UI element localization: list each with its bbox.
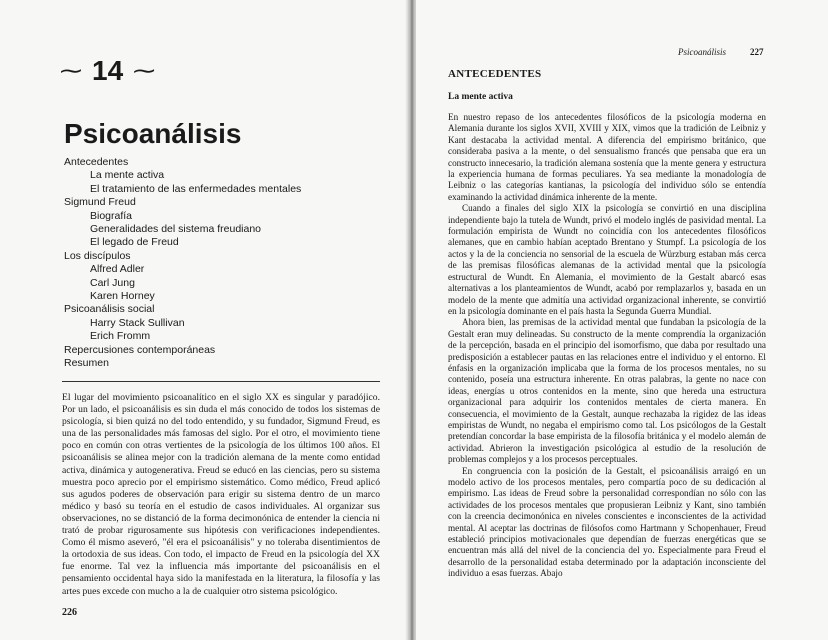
body-paragraph: Ahora bien, las premisas de la actividad mental que fundaban la psicología de la Gestalt eran muy delineadas. Su constructo de la mente comprendía la organización de la percepción, basada en el principio del isomorfismo, que daba por resultado una predisposición a establecer pautas en las relaciones entre el individuo y el entorno. El énfasis en la organización implicaba que la forma de los procesos mentales, no su contenido, poseía una estructura inherente. En otras palabras, la gente no nace con ideas, energías u otros contenidos en la mente, sino que hereda una estructura organizacional para adquirir los contenidos mentales de cierta manera. En consecuencia, el movimiento de la Gestalt, aunque rechazaba la rigidez de las ideas empiristas de Wundt, no negaba el empirismo como tal. Los psicólogos de la Gestalt pretendían concordar la base empirista de la filosofía británica y el modelo alemán de actividad. Abrieron la investigación psicológica al estudio de la resolución de problemas complejos y a los procesos perceptuales. <box>448 317 766 465</box>
body-paragraph: En congruencia con la posición de la Gestalt, el psicoanálisis arraigó en un modelo activo de los procesos mentales, pero compartía poco de su dedicación al empirismo. Las ideas de Freud sobre la personalidad correspondían no sólo con las actividades de los procesos mentales que propusieran Leibniz y Kant, sino también con la creencia decimonónica en niveles conscientes e inconscientes de la actividad mental. Al aceptar las doctrinas de filósofos como Hartmann y Schopenhauer, Freud estableció principios motivacionales que dependían de fuerzas energéticas que se encuentran más allá del nivel de la conciencia del yo. Especialmente para Freud el desarrollo de la personalidad estaba determinado por la adaptación inconsciente del individuo a esas fuerzas. Abajo <box>448 465 766 579</box>
right-page <box>416 0 828 640</box>
outline-item: Antecedentes <box>64 156 129 168</box>
body-paragraph: En nuestro repaso de los antecedentes filosóficos de la psicología moderna en Alemania durante los siglos XVII, XVIII y XIX, vimos que la tradición de Leibniz y Kant destacaba la actividad mental. A diferencia del empirismo británico, que consideraba pasiva a la mente, o del sensualismo francés que pensaba que era un constructo innecesario, la tradición alemana sostenía que la mente genera y estructura la experiencia humana de formas peculiares. Ya sea mediante la monadología de Leibniz o las categorías kantianas, la psicología del individuo sólo se entendía examinando la actividad dinámica inherente de la mente. <box>448 112 766 202</box>
outline-item: Generalidades del sistema freudiano <box>90 223 262 236</box>
outline-item: Biografía <box>90 209 133 222</box>
body-paragraph: Cuando a finales del siglo XIX la psicología se convirtió en una disciplina independiente bajo la tutela de Wundt, privó el modelo inglés de pasividad mental. La formulación empirista de Wundt no coincidía con los antecedentes filosóficos alemanes, que en cambio habían aceptado Brentano y Stumpf. La psicología de los actos y la de la conciencia no sensorial de la escuela de Würzburg estaban más cerca de las premisas filosóficas alemanas de la actividad mental que la psicología estructural de Wundt. En Alemania, el movimiento de la Gestalt abarcó esas alternativas a los planteamientos de Wundt, acabó por remplazarlos y, basada en un modelo de la mente que admitía una actividad organizacional inherente, se convirtió en la psicología dominante en el país hasta la Segunda Guerra Mundial. <box>448 203 766 316</box>
intro-paragraph: El lugar del movimiento psicoanalítico en el siglo XX es singular y paradójico. Por un lado, el psicoanálisis es sin duda el más conocido de todos los sistemas de psicología, si bien quizá no del todo entendido, y su fundador, Sigmund Freud, es una de las personalidades más famosas del siglo. Por el otro, el movimiento tiene poco en común con otras vertientes de la psicología de los últimos 100 años. El psicoanálisis se alinea mejor con la tradición alemana de la mente como entidad activa, dinámica y autogenerativa. Freud se educó en las ciencias, pero su sistema muestra poco aprecio por el empirismo sistemático. Como médico, Freud aplicó sus agudos poderes de observación para erigir su sistema dentro de un marco médico y basó su teoría en el estudio de casos individuales. Al organizar sus observaciones, no se distanció de la forma decimonónica de entender la ciencia ni trató de probar rigurosamente sus hipótesis con verificaciones independientes. Como él mismo aseveró, "él era el psicoanálisis" y no toleraba disentimientos de la ortodoxia de sus ideas. Con todo, el impacto de Freud en la psicología del XX fue enorme. Tal vez la influencia más importante del psicoanálisis en el pensamiento occidental haya sido la manifestada en la literatura, la filosofía y las artes pues excede con mucho a la de cualquier otro sistema psicológico. <box>62 392 380 597</box>
outline-item: El tratamiento de las enfermedades mentales <box>90 182 302 195</box>
running-head: Psicoanálisis <box>678 47 727 57</box>
section-heading: ANTECEDENTES <box>448 68 542 80</box>
outline-item: La mente activa <box>90 169 165 182</box>
chapter-number: 14 <box>92 55 124 86</box>
outline-item: El legado de Freud <box>90 236 179 249</box>
chapter-title: Psicoanálisis <box>64 118 242 149</box>
outline-item: Erich Fromm <box>90 330 151 343</box>
outline-item: Resumen <box>64 357 109 370</box>
outline-item: Los discípulos <box>64 249 131 262</box>
outline-item: Psicoanálisis social <box>64 303 155 316</box>
outline-item: Sigmund Freud <box>64 196 136 209</box>
divider <box>62 381 380 382</box>
tilde-ornament-icon: ⁓ <box>60 58 82 83</box>
left-page <box>0 0 408 640</box>
outline-item: Repercusiones contemporáneas <box>64 343 216 356</box>
chapter-number-block <box>60 55 210 87</box>
body-text <box>448 112 766 580</box>
outline-item: Harry Stack Sullivan <box>90 316 185 329</box>
page-number-right: 227 <box>750 47 764 57</box>
outline-item: Karen Horney <box>90 290 155 303</box>
subsection-heading: La mente activa <box>448 92 513 102</box>
chapter-outline <box>64 156 364 371</box>
outline-item: Alfred Adler <box>90 263 145 276</box>
tilde-ornament-icon: ⁓ <box>133 58 156 83</box>
page-number-left: 226 <box>62 607 77 618</box>
outline-item: Carl Jung <box>90 276 135 289</box>
